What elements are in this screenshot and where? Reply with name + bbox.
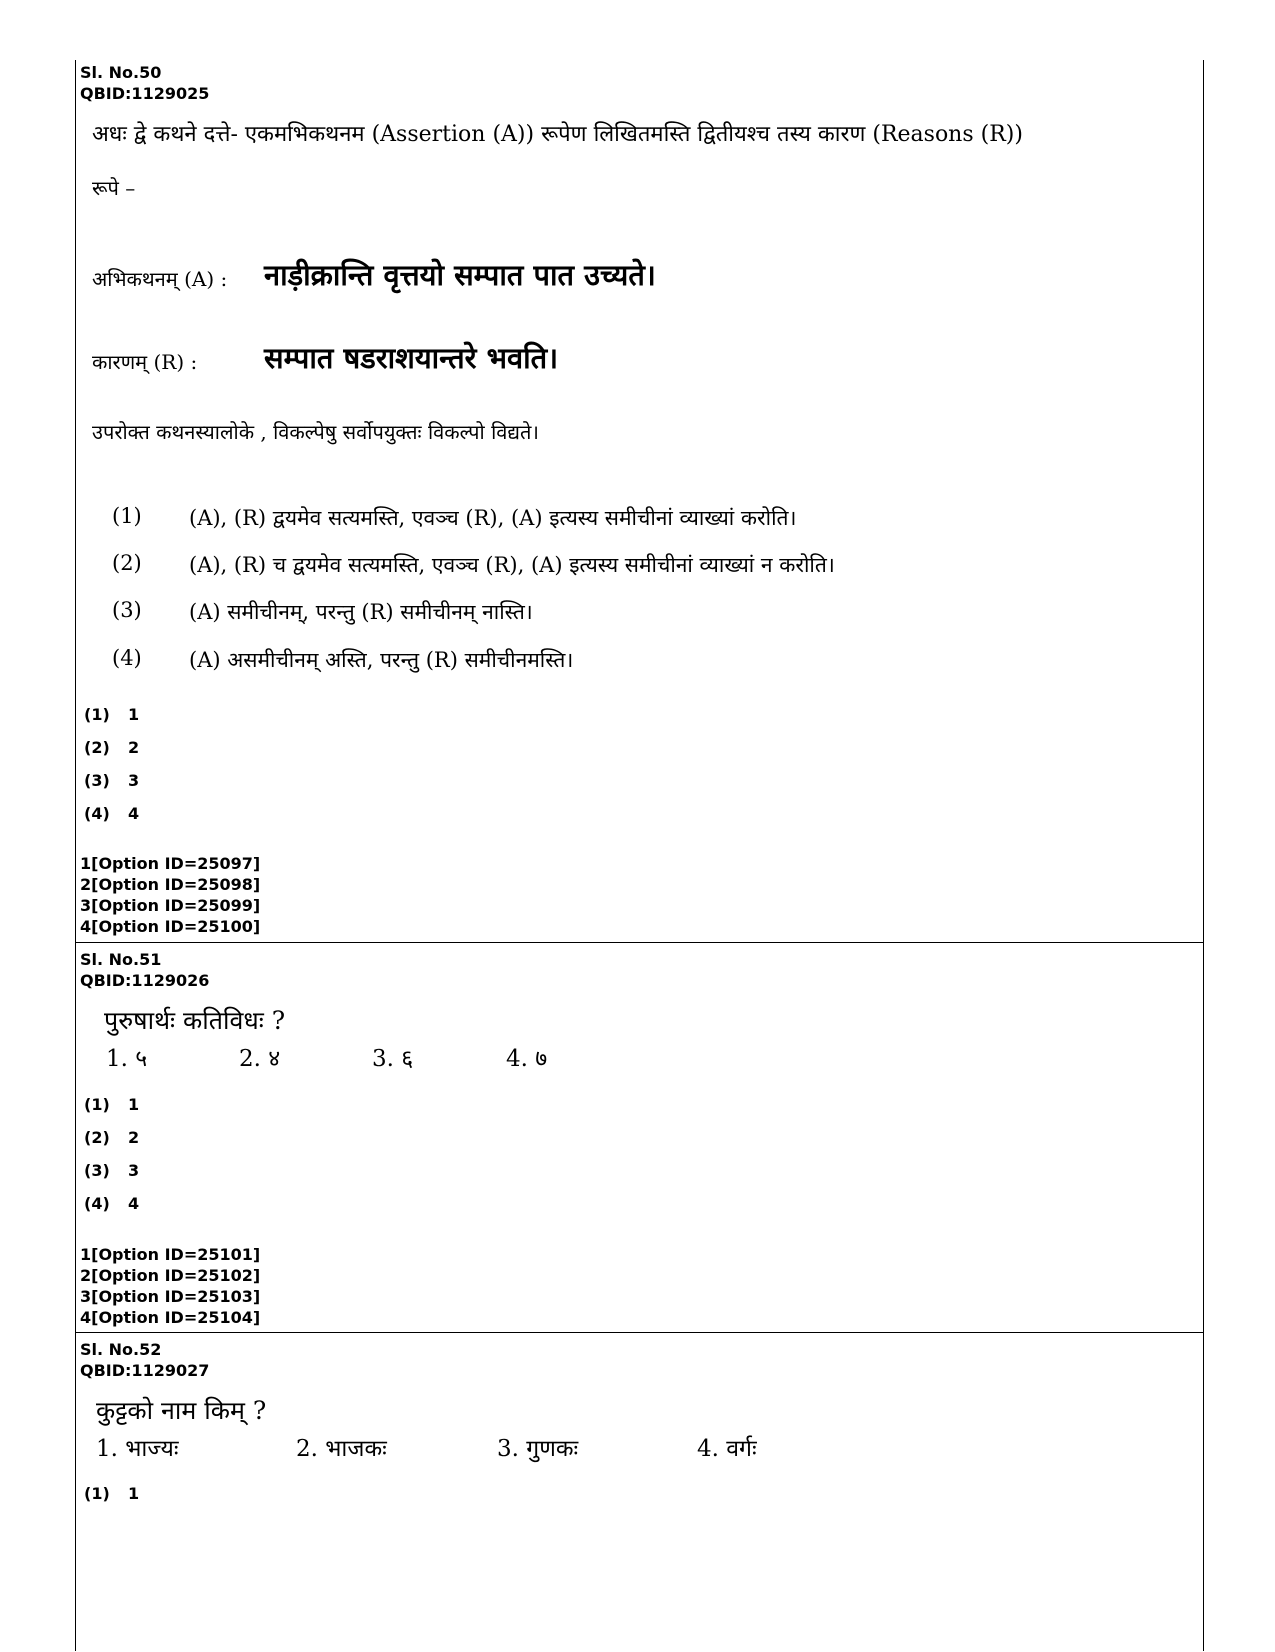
assertion-text: नाड़ीक्रान्ति वृत्तयो सम्पात पात उच्यते।	[264, 258, 656, 292]
answer-value: 1	[128, 705, 140, 724]
question-block-50	[76, 60, 1203, 942]
answer-number: (3)	[84, 1161, 110, 1180]
choice-text: 2. भाजकः	[296, 1436, 387, 1462]
answer-option-row[interactable]	[84, 1161, 139, 1180]
option-id: 3[Option ID=25099]	[80, 896, 261, 915]
answer-option-row[interactable]	[84, 738, 139, 757]
serial-number: Sl. No.51	[80, 950, 162, 969]
answer-value: 2	[128, 1128, 140, 1147]
answer-number: (2)	[84, 738, 110, 757]
choice-number: (2)	[112, 551, 142, 575]
reason-label: कारणम् (R) :	[92, 350, 198, 374]
answer-value: 1	[128, 1095, 140, 1114]
option-id: 3[Option ID=25103]	[80, 1287, 261, 1306]
choice-text: (A), (R) द्वयमेव सत्यमस्ति, एवञ्च (R), (A) इत्यस्य समीचीनां व्याख्यां करोति।	[189, 506, 797, 530]
qbid: QBID:1129025	[80, 84, 210, 103]
serial-number: Sl. No.50	[80, 63, 162, 82]
answer-number: (3)	[84, 771, 110, 790]
instruction-text: उपरोक्त कथनस्यालोके , विकल्पेषु सर्वोपयुक्तः विकल्पो विद्यते।	[92, 420, 539, 444]
option-id: 1[Option ID=25101]	[80, 1245, 261, 1264]
answer-value: 3	[128, 1161, 140, 1180]
question-text: कुट्टको नाम किम् ?	[96, 1396, 267, 1425]
option-id: 2[Option ID=25098]	[80, 875, 261, 894]
choice-text: 4. ७	[506, 1046, 548, 1072]
answer-number: (1)	[84, 1484, 110, 1503]
option-id: 2[Option ID=25102]	[80, 1266, 261, 1285]
answer-option-row[interactable]	[84, 1484, 139, 1503]
answer-number: (1)	[84, 1095, 110, 1114]
choice-number: (3)	[112, 598, 142, 622]
choice-text: (A) असमीचीनम् अस्ति, परन्तु (R) समीचीनमस्ति।	[189, 648, 574, 672]
choice-text: 1. ५	[106, 1046, 148, 1072]
option-id: 1[Option ID=25097]	[80, 854, 261, 873]
answer-option-row[interactable]	[84, 804, 139, 823]
answer-number: (2)	[84, 1128, 110, 1147]
reason-text: सम्पात षडराशयान्तरे भवति।	[264, 341, 559, 375]
answer-option-row[interactable]	[84, 771, 139, 790]
choice-number: (4)	[112, 646, 142, 670]
qbid: QBID:1129027	[80, 1361, 210, 1380]
option-id: 4[Option ID=25104]	[80, 1308, 261, 1327]
option-id: 4[Option ID=25100]	[80, 917, 261, 936]
page-frame	[75, 60, 1204, 1651]
answer-number: (4)	[84, 804, 110, 823]
intro-line-1: अधः द्वे कथने दत्ते- एकमभिकथनम (Assertion (A)) रूपेण लिखितमस्ति द्वितीयश्च तस्य कारण (Reasons (R))	[92, 122, 1023, 147]
question-text: पुरुषार्थः कतिविधः ?	[104, 1006, 286, 1035]
answer-option-row[interactable]	[84, 705, 139, 724]
choice-text: (A), (R) च द्वयमेव सत्यमस्ति, एवञ्च (R), (A) इत्यस्य समीचीनां व्याख्यां न करोति।	[189, 553, 835, 577]
choice-text: 1. भाज्यः	[96, 1436, 179, 1462]
option-id-list	[76, 1244, 260, 1328]
answer-option-row[interactable]	[84, 1128, 139, 1147]
choice-number: (1)	[112, 504, 142, 528]
choice-text: (A) समीचीनम्, परन्तु (R) समीचीनम् नास्ति।	[189, 600, 533, 624]
answer-number: (1)	[84, 705, 110, 724]
answer-value: 3	[128, 771, 140, 790]
intro-line-2: रूपे –	[92, 176, 136, 200]
answer-value: 1	[128, 1484, 140, 1503]
question-block-51	[76, 942, 1203, 1333]
option-id-list	[76, 853, 260, 937]
answer-value: 4	[128, 1194, 140, 1213]
answer-value: 2	[128, 738, 140, 757]
question-block-52	[76, 1332, 1203, 1652]
answer-number: (4)	[84, 1194, 110, 1213]
choice-text: 4. वर्गः	[697, 1436, 757, 1462]
answer-value: 4	[128, 804, 140, 823]
answer-option-row[interactable]	[84, 1095, 139, 1114]
answer-option-row[interactable]	[84, 1194, 139, 1213]
qbid: QBID:1129026	[80, 971, 210, 990]
choice-text: 2. ४	[239, 1046, 281, 1072]
serial-number: Sl. No.52	[80, 1340, 162, 1359]
choice-text: 3. गुणकः	[497, 1436, 579, 1462]
choice-text: 3. ६	[372, 1046, 414, 1072]
assertion-label: अभिकथनम् (A) :	[92, 267, 228, 291]
